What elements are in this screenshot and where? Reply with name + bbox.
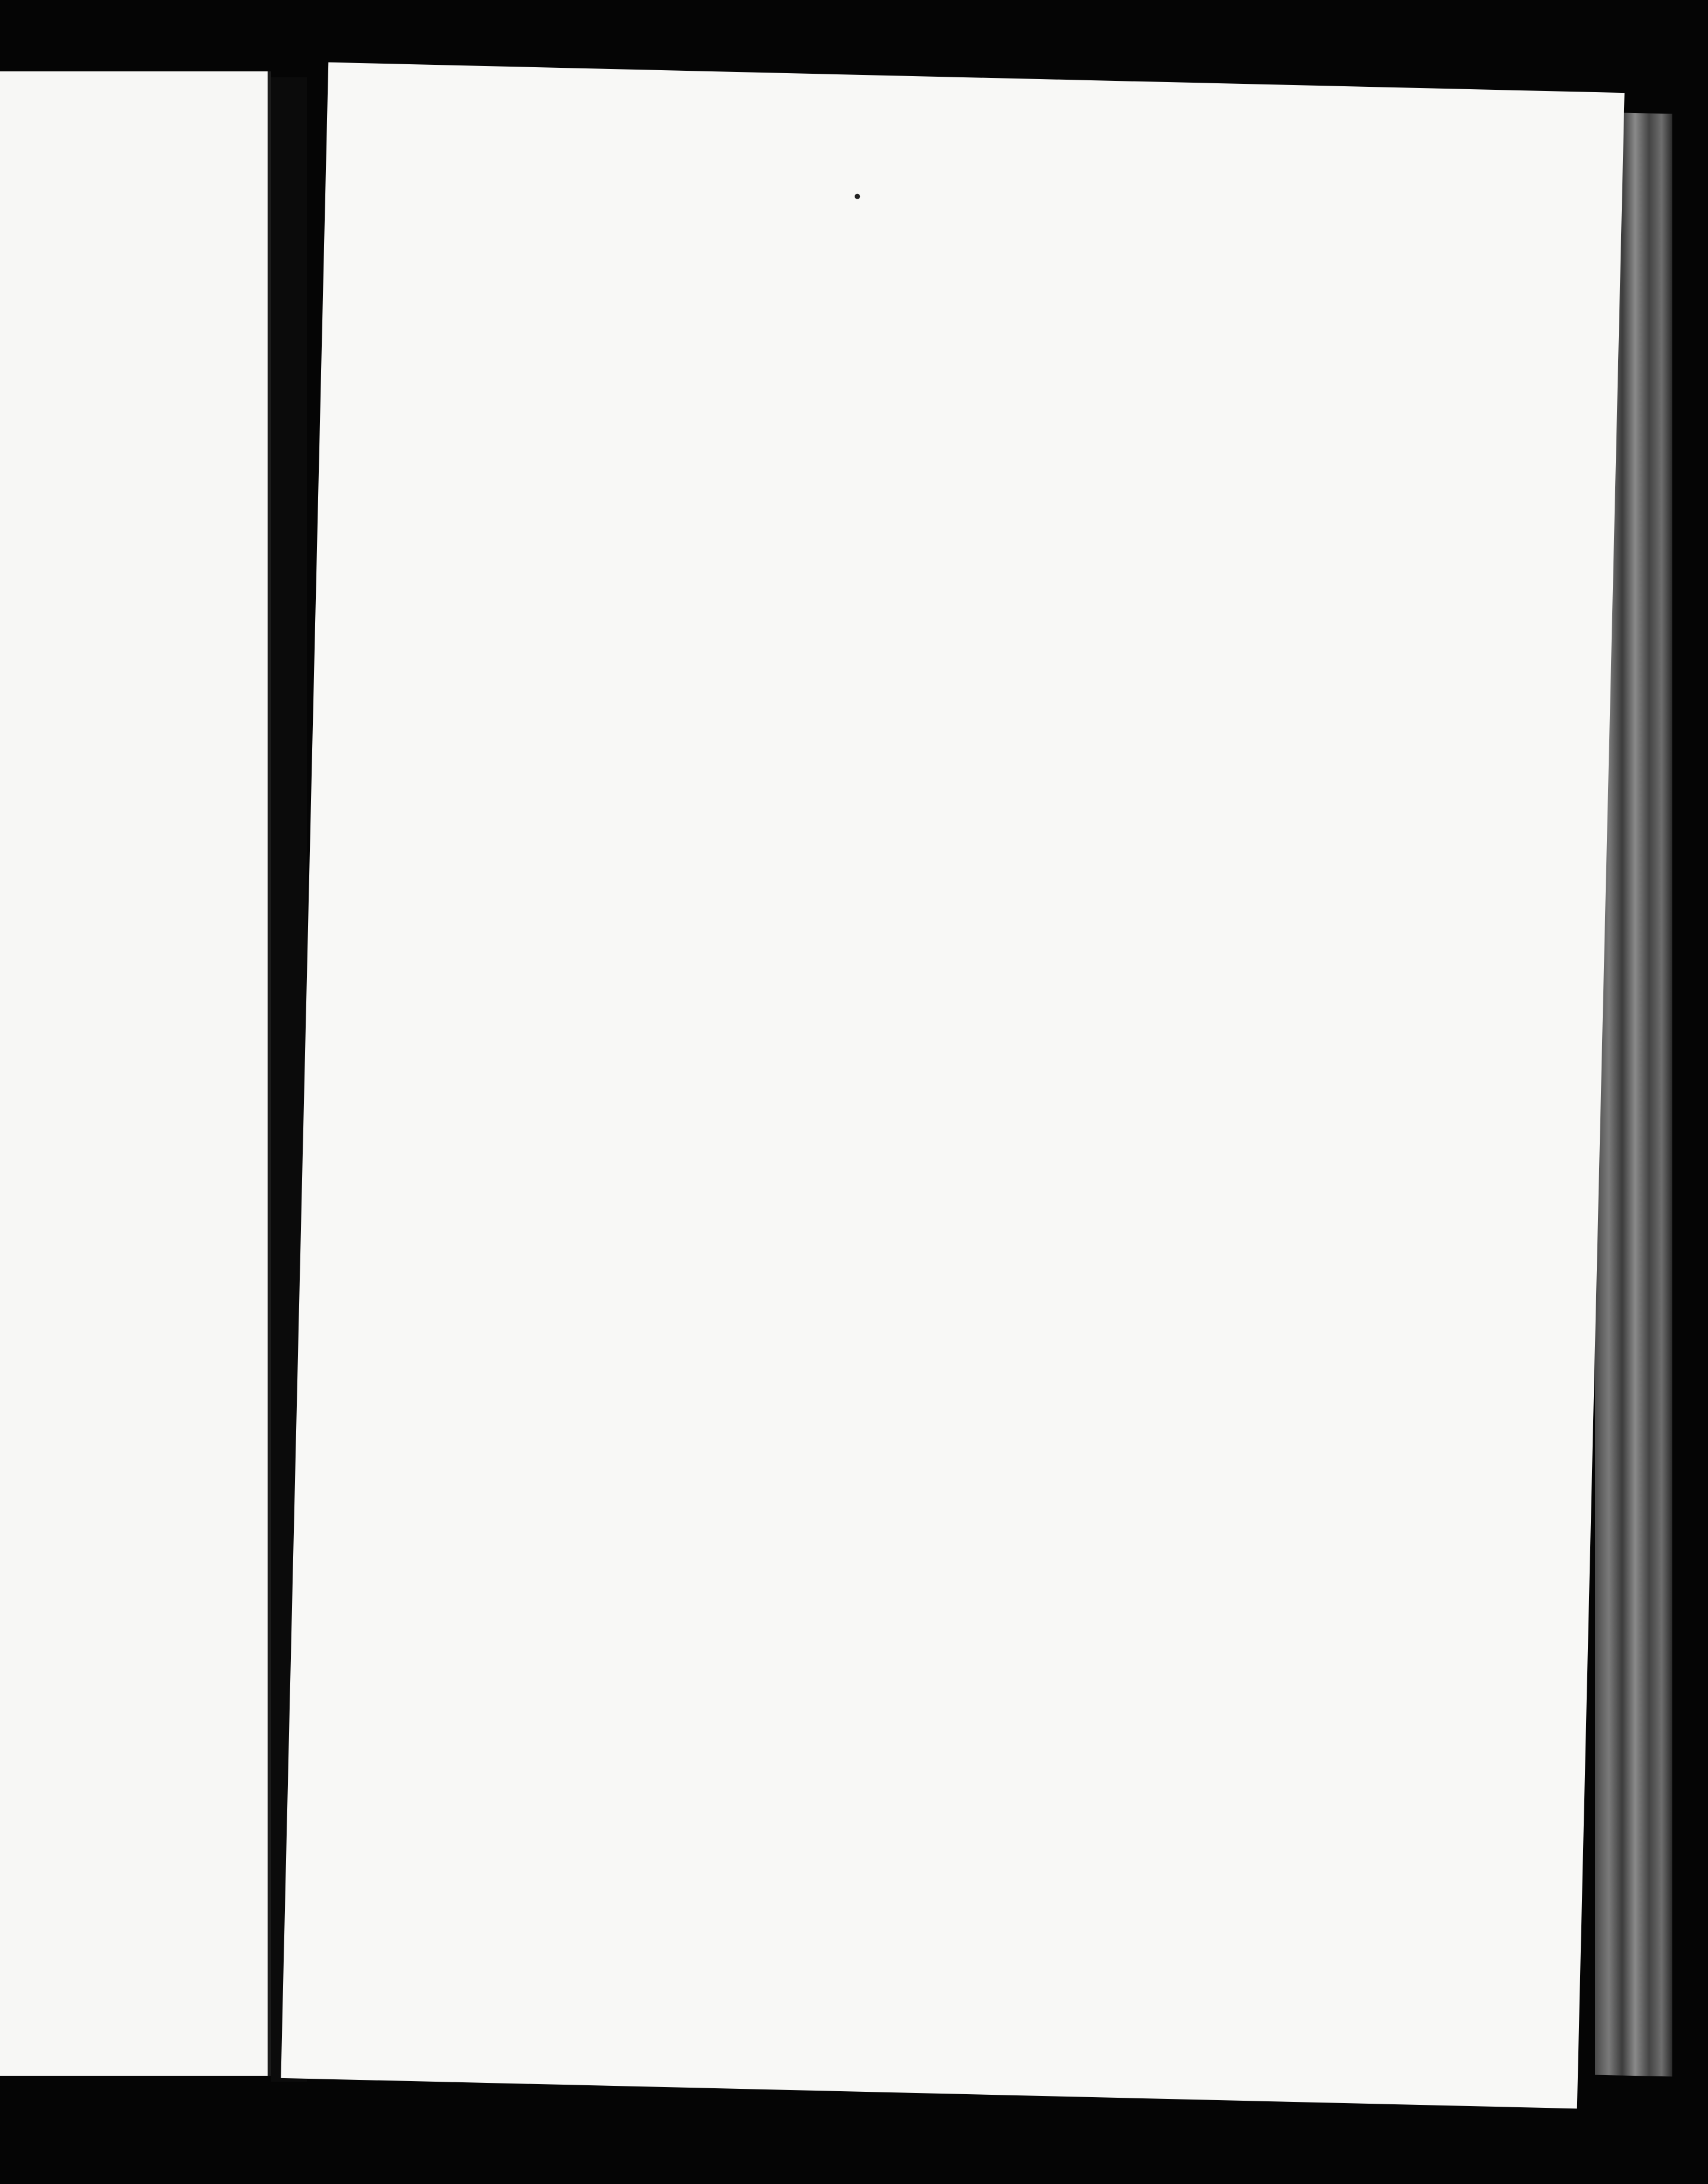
footnotes xyxy=(538,1751,1371,1812)
paragraph-2 xyxy=(472,280,1477,304)
footnote-italic xyxy=(567,1756,568,1788)
footnote-text xyxy=(567,1756,568,1788)
right-page xyxy=(281,62,1624,2108)
paragraph-1 xyxy=(472,280,1477,304)
left-page xyxy=(0,71,271,2076)
body-text xyxy=(472,280,1477,304)
footnote-2 xyxy=(538,1751,1371,1812)
printing-speck xyxy=(855,194,860,199)
